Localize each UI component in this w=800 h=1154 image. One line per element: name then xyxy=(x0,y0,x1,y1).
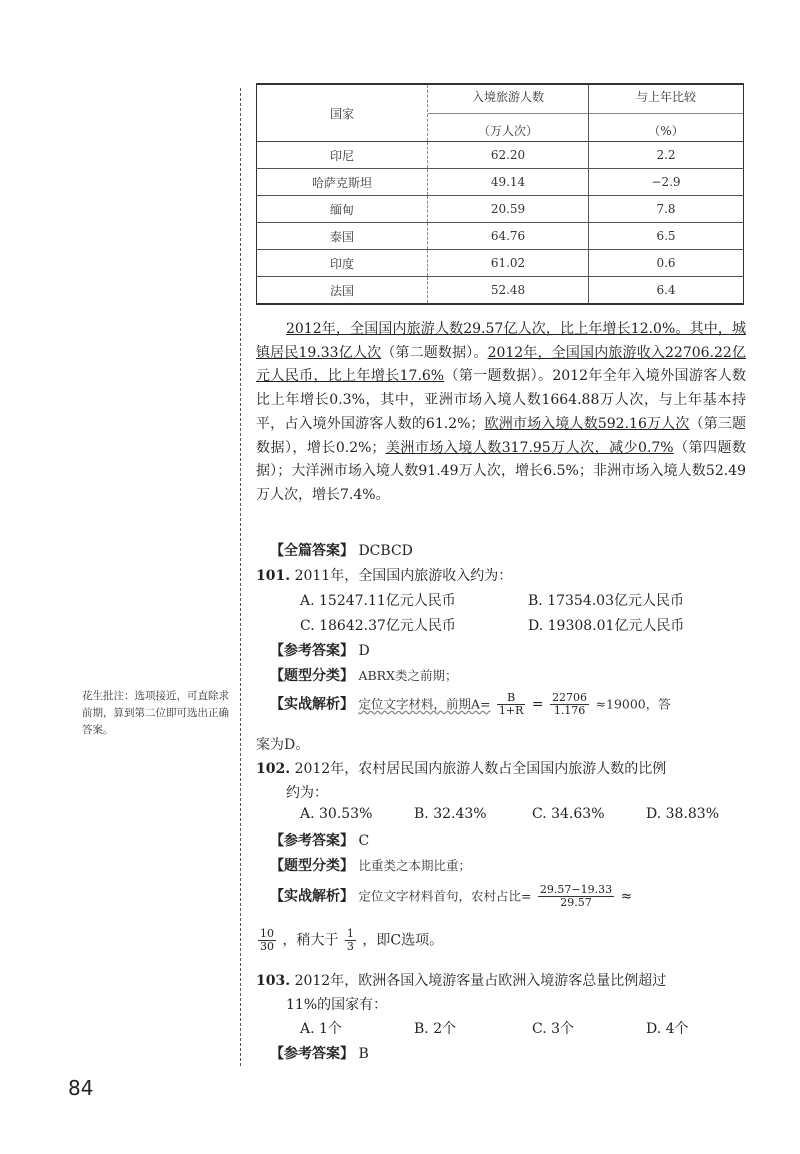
cell-change: 6.5 xyxy=(589,223,744,250)
equals-sign: = xyxy=(531,696,544,713)
passage-sentence: 2012年，全国国内旅游收入22706.22亿元人民币，比上年增长17.6% xyxy=(256,344,746,385)
question-number: 103. xyxy=(256,973,291,989)
fraction-numerator: 29.57−19.33 xyxy=(539,883,613,896)
cell-visitors: 64.76 xyxy=(428,223,589,250)
table-row xyxy=(257,277,744,305)
fraction-numerator: 1 xyxy=(346,927,354,940)
answer-line xyxy=(270,1043,369,1063)
cell-visitors: 20.59 xyxy=(428,196,589,223)
type-tag: 【题型分类】 xyxy=(270,668,354,684)
summary-tag: 【全篇答案】 xyxy=(270,543,354,559)
fraction xyxy=(538,884,614,909)
analysis-text: 答 xyxy=(658,696,671,712)
fraction-numerator: 22706 xyxy=(552,691,588,704)
option-b: B. 2个 xyxy=(414,1021,457,1037)
cell-visitors: 49.14 xyxy=(428,169,589,196)
summary-value: DCBCD xyxy=(358,543,413,559)
analysis-tag: 【实战解析】 xyxy=(270,888,354,905)
fraction xyxy=(258,928,276,953)
answer-value: C xyxy=(358,833,370,849)
cell-change: 6.4 xyxy=(589,277,744,305)
option-d: D. 4个 xyxy=(646,1021,689,1037)
question-text: 2012年，欧洲各国入境游客量占欧洲入境游客总量比例超过 xyxy=(294,973,667,989)
approx-sign: ≈ xyxy=(620,888,633,905)
question-text-cont: 约为： xyxy=(286,785,328,801)
type-line xyxy=(270,665,457,685)
fraction xyxy=(345,928,356,953)
cell-country: 法国 xyxy=(257,277,428,305)
analysis-text: ，即C选项。 xyxy=(362,932,444,949)
margin-divider xyxy=(240,88,241,1066)
fraction-denominator: 29.57 xyxy=(560,896,592,909)
answer-line xyxy=(270,640,370,660)
fraction xyxy=(497,692,526,717)
question-number: 102. xyxy=(256,761,291,777)
cell-visitors: 61.02 xyxy=(428,250,589,277)
analysis-text: 定位文字材料，前期A= xyxy=(358,696,491,712)
cell-change: −2.9 xyxy=(589,169,744,196)
answer-tag: 【参考答案】 xyxy=(270,643,354,659)
question-102 xyxy=(256,758,666,778)
header-visitors-label: 入境旅游人数 xyxy=(428,88,588,114)
fraction-denominator: 3 xyxy=(346,940,354,953)
cell-country: 哈萨克斯坦 xyxy=(257,169,428,196)
analysis-text: ≈19000， xyxy=(595,696,659,712)
page-number: 84 xyxy=(68,1076,94,1100)
header-change-unit: （%） xyxy=(648,123,684,138)
passage-sentence: 2012年，全国国内旅游人数29.57亿人次，比上年增长12.0%。 xyxy=(286,321,690,337)
fraction-denominator: 30 xyxy=(260,940,274,953)
option-a: A. 30.53% xyxy=(300,806,373,822)
passage-sentence: 美洲市场入境人数317.95万人次，减少0.7% xyxy=(385,439,674,456)
question-text: 2012年，农村居民国内旅游人数占全国国内旅游人数的比例 xyxy=(294,761,667,777)
passage-sentence: （第二题数据）。 xyxy=(381,344,488,361)
cell-change: 0.6 xyxy=(589,250,744,277)
fraction-numerator: 10 xyxy=(260,927,274,940)
fraction-denominator: 1.176 xyxy=(553,704,586,717)
fraction-denominator: 1+R xyxy=(498,704,524,717)
cell-country: 缅甸 xyxy=(257,196,428,223)
header-change xyxy=(589,84,744,142)
answer-line xyxy=(270,830,369,850)
option-b: B. 17354.03亿元人民币 xyxy=(528,593,684,609)
analysis-line xyxy=(270,692,671,717)
header-change-label: 与上年比较 xyxy=(589,88,743,114)
cell-visitors: 52.48 xyxy=(428,277,589,305)
header-country: 国家 xyxy=(257,84,428,142)
cell-country: 泰国 xyxy=(257,223,428,250)
table-row xyxy=(257,223,744,250)
analysis-text: 定位文字材料首句，农村占比= xyxy=(358,888,532,904)
analysis-tag: 【实战解析】 xyxy=(270,696,354,713)
cell-change: 2.2 xyxy=(589,142,744,169)
option-c: C. 18642.37亿元人民币 xyxy=(300,618,456,634)
question-text-cont: 11%的国家有： xyxy=(286,997,388,1013)
option-c: C. 3个 xyxy=(532,1021,575,1037)
question-101 xyxy=(256,565,512,585)
table-header-row xyxy=(257,84,744,142)
option-d: D. 38.83% xyxy=(646,806,720,822)
fraction-numerator: B xyxy=(497,692,526,705)
table-row xyxy=(257,142,744,169)
passage-sentence: （第四题数据）；大洋洲市场入境人数91.49万人次，增长6.5%；非洲市场入境人数52.49万人次，增长7.4%。 xyxy=(256,439,747,503)
header-visitors-unit: （万人次） xyxy=(477,123,538,138)
passage-sentence: 欧洲市场入境人数592.16万人次 xyxy=(484,415,690,432)
passage-sentence: （第三题数据），增长0.2%； xyxy=(256,415,746,456)
analysis-line-cont xyxy=(256,928,443,953)
cell-country: 印度 xyxy=(257,250,428,277)
question-number: 101. xyxy=(256,568,291,584)
header-visitors xyxy=(428,84,589,142)
table-row xyxy=(257,196,744,223)
analysis-line xyxy=(270,884,632,909)
passage-sentence: （第一题数据）。2012年全年入境外国游客人数比上年增长0.3%，其中，亚洲市场入境人数1664.88万人次，与上年基本持平，占入境外国游客人数的61.2%； xyxy=(256,368,746,432)
question-text: 2011年，全国国内旅游收入约为： xyxy=(294,568,513,584)
type-value: 比重类之本期比重； xyxy=(358,858,471,873)
answer-value: D xyxy=(358,643,370,659)
cell-change: 7.8 xyxy=(589,196,744,223)
cell-visitors: 62.20 xyxy=(428,142,589,169)
side-note: 花生批注：选项接近，可直除求前期，算到第二位即可选出正确答案。 xyxy=(82,690,229,736)
type-tag: 【题型分类】 xyxy=(270,858,354,874)
answer-tag: 【参考答案】 xyxy=(270,1046,354,1062)
table-row xyxy=(257,169,744,196)
table-row xyxy=(257,250,744,277)
answer-tag: 【参考答案】 xyxy=(270,833,354,849)
summary-line xyxy=(270,540,413,560)
analysis-conclusion: 案为D。 xyxy=(256,737,310,753)
type-line xyxy=(270,855,471,875)
answer-value: B xyxy=(358,1046,369,1062)
question-103 xyxy=(256,970,666,990)
cell-country: 印尼 xyxy=(257,142,428,169)
analysis-text: ，稍大于 xyxy=(282,932,339,949)
option-b: B. 32.43% xyxy=(414,806,487,822)
option-a: A. 15247.11亿元人民币 xyxy=(300,593,456,609)
type-value: ABRX类之前期； xyxy=(358,668,458,683)
option-d: D. 19308.01亿元人民币 xyxy=(528,618,685,634)
passage-text xyxy=(256,318,746,508)
fraction xyxy=(550,692,589,717)
tourism-table xyxy=(256,83,744,305)
passage-sentence: 其中，城镇居民19.33亿人次 xyxy=(256,321,747,361)
option-a: A. 1个 xyxy=(300,1021,342,1037)
option-c: C. 34.63% xyxy=(532,806,605,822)
